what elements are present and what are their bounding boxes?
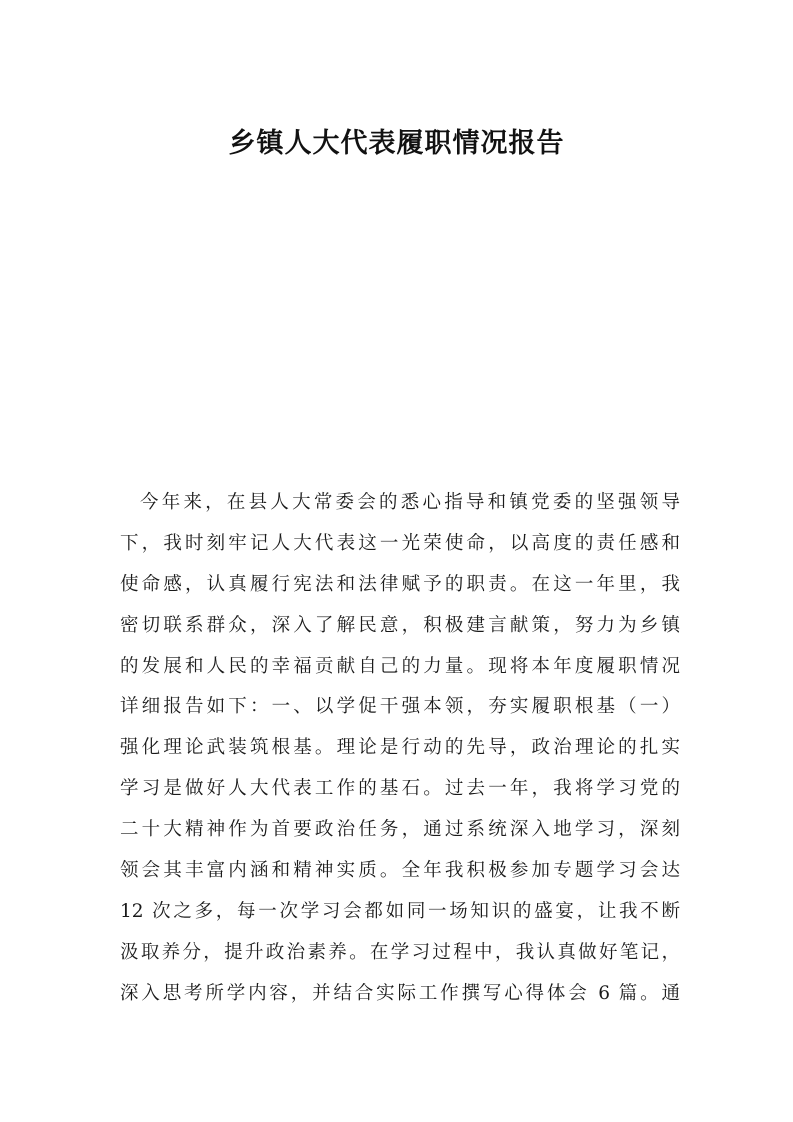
body-line: 学习是做好人大代表工作的基石。过去一年，我将学习党的 xyxy=(120,778,680,800)
document-title: 乡镇人大代表履职情况报告 xyxy=(228,128,565,159)
body-line: 今年来，在县人大常委会的悉心指导和镇党委的坚强领导 xyxy=(140,492,680,513)
body-line: 强化理论武装筑根基。理论是行动的先导，政治理论的扎实 xyxy=(120,737,680,759)
body-line: 汲取养分，提升政治素养。在学习过程中，我认真做好笔记， xyxy=(120,941,680,963)
body-line: 密切联系群众，深入了解民意，积极建言献策，努力为乡镇 xyxy=(120,614,680,636)
body-line: 详细报告如下：一、以学促干强本领，夯实履职根基（一） xyxy=(120,696,680,718)
body-line: 领会其丰富内涵和精神实质。全年我积极参加专题学习会达 xyxy=(120,860,680,882)
body-line: 深入思考所学内容，并结合实际工作撰写心得体会 6 篇。通 xyxy=(120,982,680,1004)
body-line: 下，我时刻牢记人大代表这一光荣使命，以高度的责任感和 xyxy=(120,532,680,554)
body-line: 二十大精神作为首要政治任务，通过系统深入地学习，深刻 xyxy=(120,819,680,841)
body-line: 12 次之多，每一次学习会都如同一场知识的盛宴，让我不断 xyxy=(120,900,680,922)
body-line: 使命感，认真履行宪法和法律赋予的职责。在这一年里，我 xyxy=(120,573,680,595)
body-line: 的发展和人民的幸福贡献自己的力量。现将本年度履职情况 xyxy=(120,655,680,677)
document-body xyxy=(120,483,680,1015)
